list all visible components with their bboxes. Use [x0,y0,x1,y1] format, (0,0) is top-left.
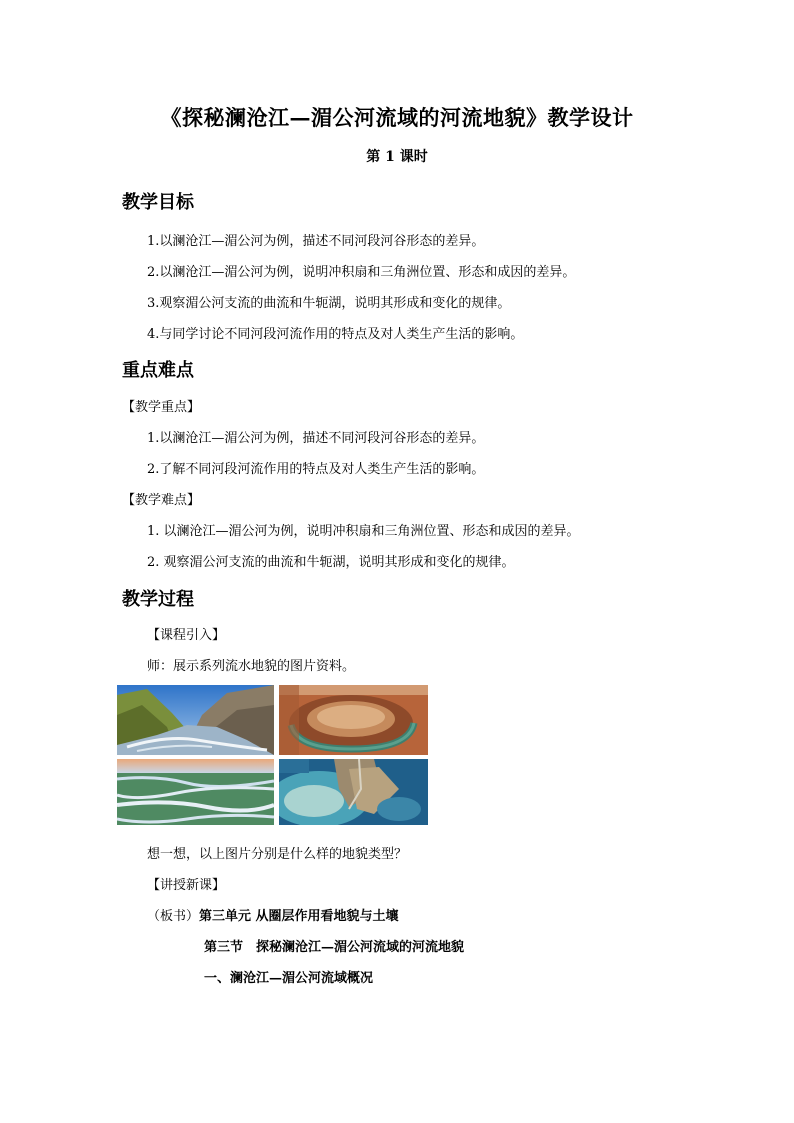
document-subtitle: 第 1 课时 [366,149,428,165]
objective-item: 1.以澜沧江—湄公河为例，描述不同河段河谷形态的差异。 [147,234,485,249]
heading-objectives: 教学目标 [122,192,194,213]
question-line: 想一想，以上图片分别是什么样的地貌类型？ [147,847,408,862]
board-subsection: 一、澜沧江—湄公河流域概况 [204,971,374,986]
intro-label: 【课程引入】 [147,628,226,643]
board-unit-line [147,905,399,924]
objective-item: 4.与同学讨论不同河段河流作用的特点及对人类生产生活的影响。 [147,327,524,342]
objective-item: 2.以澜沧江—湄公河为例，说明冲积扇和三角洲位置、形态和成因的差异。 [147,265,576,280]
focus-item: 1.以澜沧江—湄公河为例，描述不同河段河谷形态的差异。 [147,431,485,446]
new-lesson-label: 【讲授新课】 [147,878,226,893]
board-unit: 第三单元 从圈层作用看地貌与土壤 [199,909,399,924]
difficulty-label: 【教学难点】 [122,493,201,508]
meander-canyon-photo [279,685,428,755]
heading-key-points: 重点难点 [122,360,194,381]
difficulty-item: 1. 以澜沧江—湄公河为例，说明冲积扇和三角洲位置、形态和成因的差异。 [147,524,580,539]
board-prefix: （板书） [147,909,200,924]
focus-label: 【教学重点】 [122,400,201,415]
river-delta-satellite-photo [279,759,428,825]
focus-item: 2.了解不同河段河流作用的特点及对人类生产生活的影响。 [147,462,485,477]
difficulty-item: 2. 观察湄公河支流的曲流和牛轭湖，说明其形成和变化的规律。 [147,555,515,570]
document-title: 《探秘澜沧江—湄公河流域的河流地貌》教学设计 [160,105,634,130]
board-section: 第三节 探秘澜沧江—湄公河流域的河流地貌 [204,940,465,955]
meandering-river-grassland-photo [117,759,274,825]
teacher-line: 师：展示系列流水地貌的图片资料。 [147,659,356,674]
objective-item: 3.观察湄公河支流的曲流和牛轭湖，说明其形成和变化的规律。 [147,296,511,311]
heading-process: 教学过程 [122,589,194,610]
river-valley-photo [117,685,274,755]
